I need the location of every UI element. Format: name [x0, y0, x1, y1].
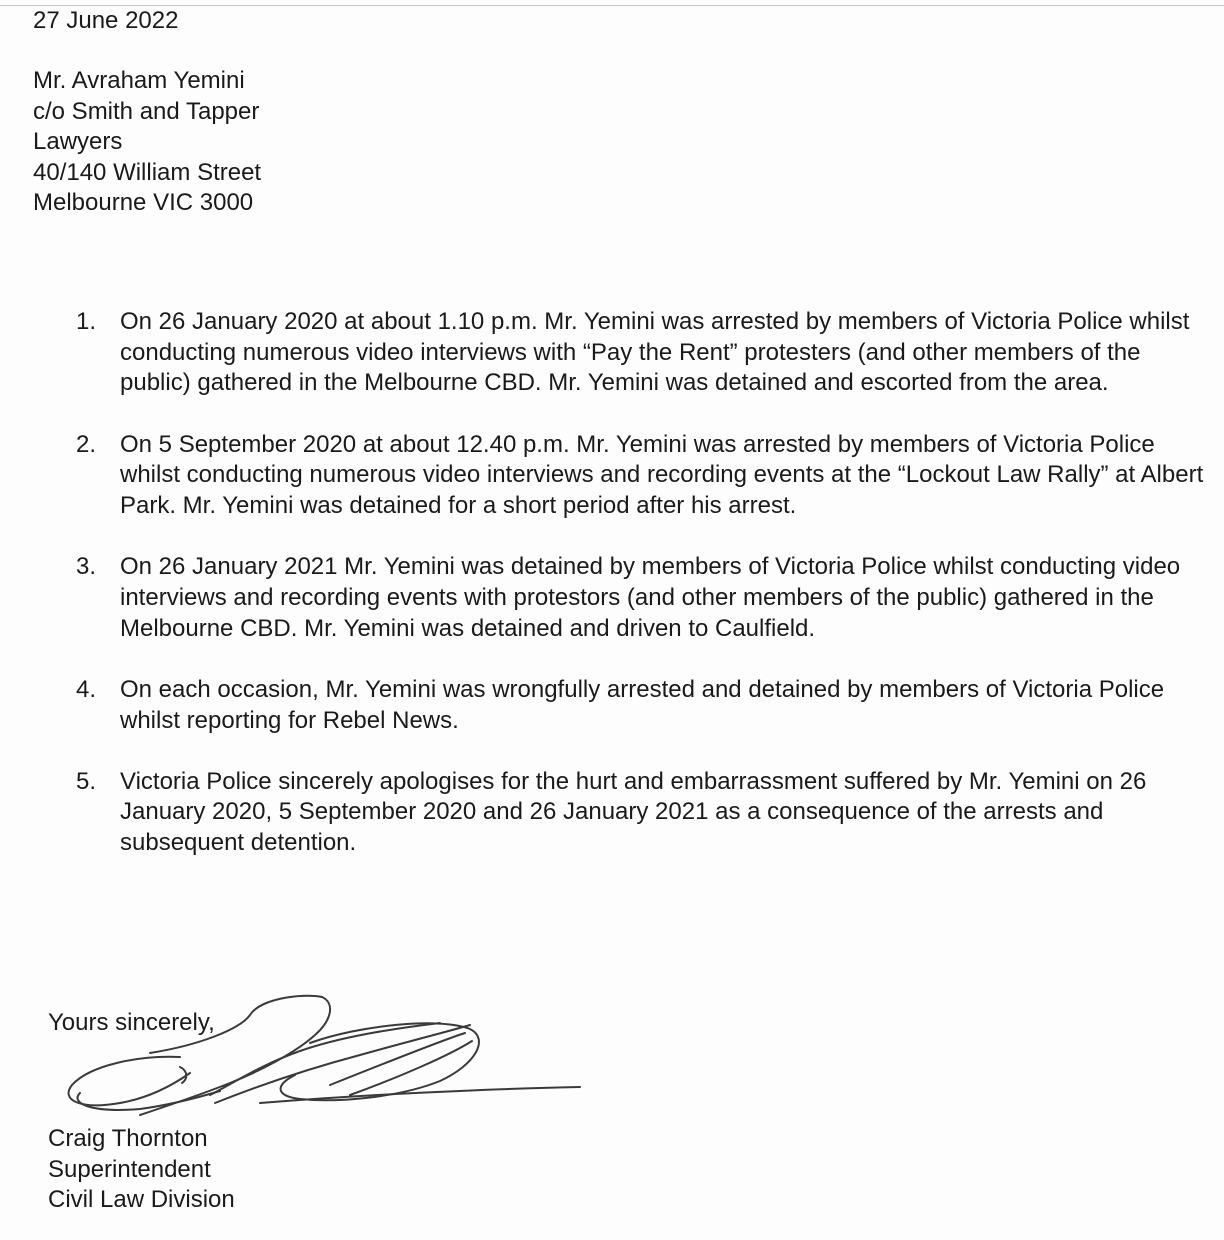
item-text: On each occasion, Mr. Yemini was wrongfully arrested and detained by members of Victoria Police whilst reporting for Rebel News. — [120, 675, 1165, 734]
list-item — [76, 552, 1216, 644]
list-item — [76, 675, 1216, 736]
numbered-statement-list — [76, 307, 1216, 889]
signatory-title: Superintendent — [48, 1155, 211, 1183]
item-text: On 26 January 2021 Mr. Yemini was detained by members of Victoria Police whilst conducting video interviews and recording events with protestors (and other members of the public) gathered in the Melbourne CBD. Mr. Yemini was detained and driven to Caulfield. — [120, 553, 1181, 642]
item-number: 4. — [76, 675, 97, 703]
signatory-name: Craig Thornton — [48, 1125, 208, 1152]
scan-edge-rule — [0, 5, 1224, 6]
item-text: On 26 January 2020 at about 1.10 p.m. Mr. Yemini was arrested by members of Victoria Police whilst conducting numerous video interviews with “Pay the Rent” protesters (and other members of the public) gathered in the Melbourne CBD. Mr. Yemini was detained and escorted from the area. — [120, 308, 1190, 397]
recipient-address — [33, 66, 261, 219]
closing-salutation: Yours sincerely, — [48, 1009, 215, 1036]
recipient-name: Mr. Avraham Yemini — [33, 67, 245, 94]
item-number: 5. — [76, 767, 97, 795]
item-text: On 5 September 2020 at about 12.40 p.m. Mr. Yemini was arrested by members of Victoria Police whilst conducting numerous video interviews and recording events at the “Lockout Law Rally” at Albert Park. Mr. Yemini was detained for a short period after his arrest. — [120, 430, 1204, 520]
recipient-care-of: c/o Smith and Tapper — [33, 97, 260, 125]
letter-date: 27 June 2022 — [33, 7, 179, 34]
recipient-city: Melbourne VIC 3000 — [33, 189, 254, 216]
item-number: 3. — [76, 553, 97, 581]
item-number: 1. — [76, 308, 97, 335]
recipient-street: 40/140 William Street — [33, 158, 262, 186]
item-number: 2. — [76, 430, 97, 458]
item-text: Victoria Police sincerely apologises for the hurt and embarrassment suffered by Mr. Yemini on 26 January 2020, 5 September 2020 and 26 January 2021 as a consequence of the arrests and subsequent detention. — [120, 767, 1147, 857]
signatory-division: Civil Law Division — [48, 1186, 235, 1213]
recipient-firm: Lawyers — [33, 128, 123, 155]
signatory-block — [48, 1124, 235, 1216]
list-item — [76, 307, 1216, 399]
list-item — [76, 430, 1216, 522]
list-item — [76, 767, 1216, 859]
handwritten-signature — [60, 985, 600, 1130]
